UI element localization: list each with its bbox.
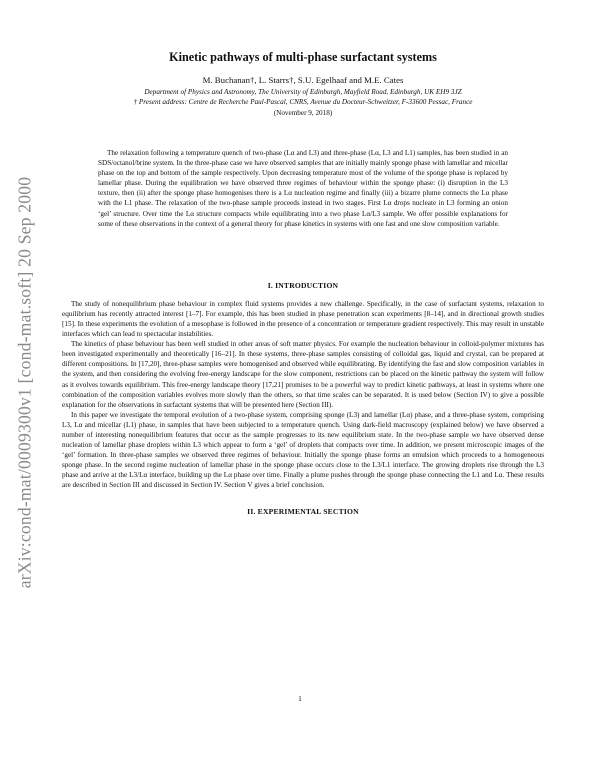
paragraph: The kinetics of phase behaviour has been well studied in other areas of soft matter physics. For example the nucleation behaviour in colloid-polymer mixtures has been investigated experimentally and theoretically [16–21]. In these systems, three-phase samples consisting of colloidal gas, liquid and crystal, can be prepared at different compositions. In [17,20], three-phase samples were homogenised and observed while equilibrating. By identifying the fast and slow composition variables in the system, and then considering the evolving free-energy landscape for the slow component, restrictions can be placed on the kinetic pathway the system will follow as it evolves towards equilibrium. This free-energy landscape theory [17,21] promises to be a powerful way to predict kinetic pathways, at least in systems where one combination of the composition variables evolves more slowly than the others, so that time scales can be separated. It is used below (Section IV) to give a possible explanation for the observations in surfactant systems that will be presented here (Section III). [62, 340, 544, 409]
paper-title: Kinetic pathways of multi-phase surfactant systems [169, 50, 437, 64]
paragraph: In this paper we investigate the temporal evolution of a two-phase system, comprising sponge (L3) and lamellar (Lα) phase, and a three-phase system, comprising L3, Lα and micellar (L1) phase, in samples that have been subjected to a temperature quench. Using dark-field macroscopy (explained below) we have observed a number of interesting nonequilibrium features that occur as the sample progresses to its new equilibrium state. In the two-phase sample we have observed dense nucleation of lamellar phase droplets within L3 which appear to form a ‘gel’ of droplets that compacts over time. In addition, we present microscopic images of the ‘gel’ formation. In three-phase samples we observed three regimes of behaviour. Initially the sponge phase forms an emulsion which proceeds to a homogeneous sponge phase. In the second regime nucleation of lamellar phase in the sponge phase occurs close to the L3/L1 interface. The growing droplets rise through the L3 phase and arrive at the L3/Lα interface, building up the Lα phase over time. Finally a plume pushes through the sponge phase connecting the L1 and Lα. These results are described in Section III and discussed in Section IV. Section V gives a brief conclusion. [62, 410, 544, 490]
paper-date: (November 9, 2018) [273, 109, 333, 117]
affiliation-primary: Department of Physics and Astronomy, The University of Edinburgh, Mayfield Road, Edinburgh, UK EH9 3JZ [144, 88, 462, 96]
introduction-body [62, 299, 544, 491]
author-list: M. Buchanan†, L. Starrs†, S.U. Egelhaaf and M.E. Cates [202, 75, 404, 85]
arxiv-id-text: arXiv:cond-mat/0009300v1 [cond-mat.soft] 20 Sep 2000 [14, 176, 35, 588]
page-number: 1 [298, 694, 302, 703]
affiliation-present-address: † Present address: Centre de Recherche Paul-Pascal, CNRS, Avenue du Docteur-Schweitzer, F-33600 Pessac, France [133, 98, 473, 106]
paper-content [62, 50, 544, 516]
paragraph: The study of nonequilibrium phase behaviour in complex fluid systems provides a new challenge. Specifically, in the case of surfactant systems, relaxation to equilibrium has recently attracted interest [1–7]. For example, this has been studied in phase penetration scan experiments [8–14], and in directional growth studies [15]. In these experiments the evolution of a mesophase is followed in the presence of a concentration or temperature gradient respectively. This may result in unstable interfaces which can lead to spectacular instabilities. [62, 299, 544, 339]
abstract: The relaxation following a temperature quench of two-phase (Lα and L3) and three-phase (Lα, L3 and L1) samples, has been studied in an SDS/octanol/brine system. In the three-phase case we have observed samples that are initially mainly sponge phase with lamellar and micellar phase on the top and bottom of the sample respectively. Upon decreasing temperature most of the volume of the sponge phase is replaced by lamellar phase. During the equilibration we have observed three regimes of behaviour within the sponge phase: (i) disruption in the L3 texture, then (ii) after the sponge phase homogenises there is a Lα nucleation regime and finally (iii) a bizarre plume connects the Lα phase with the L1 phase. The relaxation of the two-phase sample proceeds instead in two stages. First Lα drops nucleate in L3 forming an onion ‘gel’ structure. Over time the Lα structure compacts while equilibrating into a two phase Lα/L3 sample. We offer possible explanations for some of these observations in the context of a general theory for phase kinetics in systems with one fast and one slow composition variable. [98, 149, 508, 228]
arxiv-identifier-stamp [8, 112, 42, 652]
section-heading-experimental: II. EXPERIMENTAL SECTION [247, 506, 359, 516]
section-heading-introduction: I. INTRODUCTION [267, 280, 339, 290]
